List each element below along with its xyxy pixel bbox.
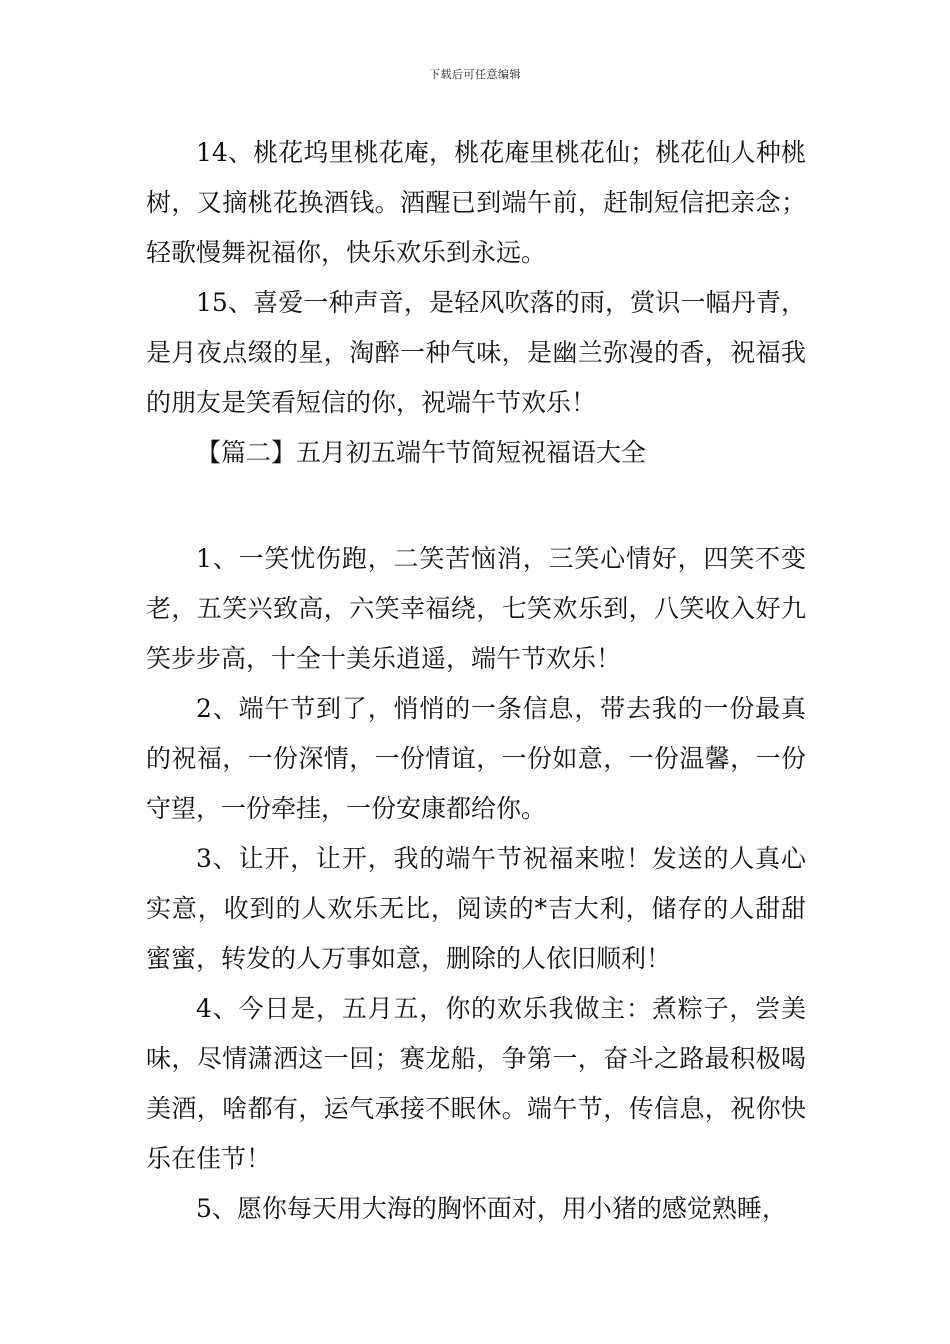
paragraph-2: 2、端午节到了，悄悄的一条信息，带去我的一份最真的祝福，一份深情，一份情谊，一份如意，一份温馨，一份守望，一份牵挂，一份安康都给你。 xyxy=(146,694,806,823)
page-header-note: 下载后可任意编辑 xyxy=(429,68,521,81)
section-spacer xyxy=(146,478,806,534)
paragraph-4: 4、今日是，五月五，你的欢乐我做主：煮粽子，尝美味，尽情潇洒这一回；赛龙船，争第一，奋斗之路最积极喝美酒，啥都有，运气承接不眠休。端午节，传信息，祝你快乐在佳节！ xyxy=(146,994,806,1173)
section-title: 【篇二】五月初五端午节简短祝福语大全 xyxy=(196,438,647,467)
paragraph-5: 5、愿你每天用大海的胸怀面对，用小猪的感觉熟睡， xyxy=(196,1194,787,1223)
paragraph-14: 14、桃花坞里桃花庵，桃花庵里桃花仙；桃花仙人种桃树，又摘桃花换酒钱。酒醒已到端午前，赶制短信把亲念；轻歌慢舞祝福你，快乐欢乐到永远。 xyxy=(146,138,806,267)
paragraph-15: 15、喜爱一种声音，是轻风吹落的雨，赏识一幅丹青，是月夜点缀的星，淘醉一种气味，是幽兰弥漫的香，祝福我的朋友是笑看短信的你，祝端午节欢乐！ xyxy=(146,288,806,417)
paragraph-1: 1、一笑忧伤跑，二笑苦恼消，三笑心情好，四笑不变老，五笑兴致高，六笑幸福绕，七笑欢乐到，八笑收入好九笑步步高，十全十美乐逍遥，端午节欢乐！ xyxy=(146,544,806,673)
document-body xyxy=(146,128,806,1234)
paragraph-3: 3、让开，让开，我的端午节祝福来啦！发送的人真心实意，收到的人欢乐无比，阅读的*吉大利，储存的人甜甜蜜蜜，转发的人万事如意，删除的人依旧顺利！ xyxy=(146,844,806,973)
